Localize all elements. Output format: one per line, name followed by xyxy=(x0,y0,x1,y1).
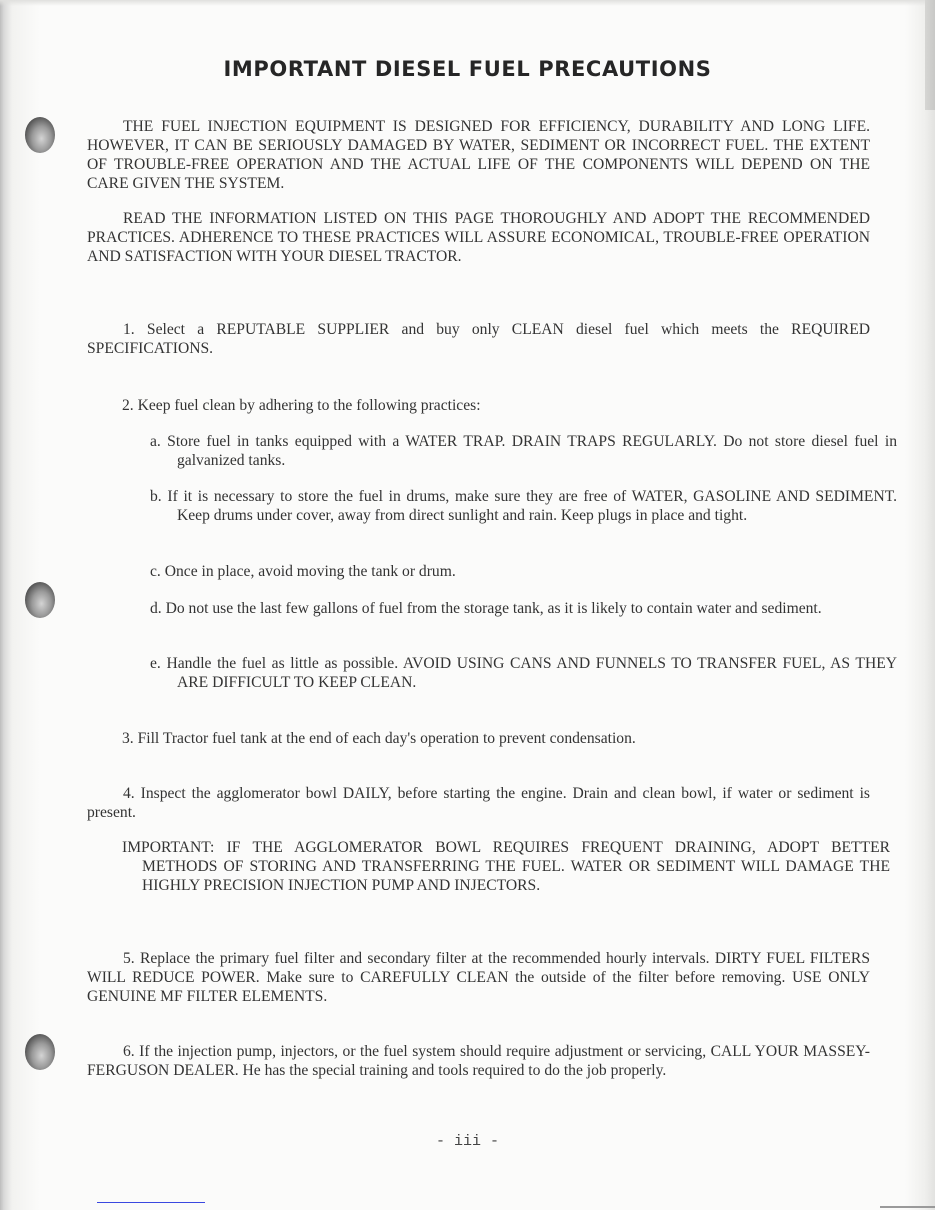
item-4-important-note: IMPORTANT: IF THE AGGLOMERATOR BOWL REQUIRES FREQUENT DRAINING, ADOPT BETTER METHODS OF STORING AND TRANSFERRING THE FUEL. WATER OR SEDIMENT WILL DAMAGE THE HIGHLY PRECISION INJECTION PUMP AND INJECTORS. xyxy=(122,839,890,894)
item-2: 2. Keep fuel clean by adhering to the following practices: xyxy=(122,397,481,414)
punch-hole-middle xyxy=(25,582,55,618)
page-number: - iii - xyxy=(435,1133,499,1150)
punch-hole-top xyxy=(25,117,55,153)
item-2c: c. Once in place, avoid moving the tank or drum. xyxy=(150,563,456,580)
item-2d: d. Do not use the last few gallons of fuel from the storage tank, as it is likely to contain water and sediment. xyxy=(150,600,822,617)
intro-paragraph-2: READ THE INFORMATION LISTED ON THIS PAGE THOROUGHLY AND ADOPT THE RECOMMENDED PRACTICES. ADHERENCE TO THESE PRACTICES WILL ASSURE ECONOMICAL, TROUBLE-FREE OPERATION AND SATISFACTION WITH YOUR DIESEL TRACTOR. xyxy=(87,210,870,265)
item-3: 3. Fill Tractor fuel tank at the end of each day's operation to prevent condensation. xyxy=(122,730,636,747)
item-5: 5. Replace the primary fuel filter and secondary filter at the recommended hourly intervals. DIRTY FUEL FILTERS WILL REDUCE POWER. Make sure to CAREFULLY CLEAN the outside of the filter before removing. USE ONLY GENUINE MF FILTER ELEMENTS. xyxy=(87,950,870,1005)
blue-underline-mark xyxy=(97,1202,205,1203)
item-2b: b. If it is necessary to store the fuel in drums, make sure they are free of WATER, GASOLINE AND SEDIMENT. Keep drums under cover, away from direct sunlight and rain. Keep plugs in place and tight. xyxy=(150,488,897,524)
intro-paragraph-1: THE FUEL INJECTION EQUIPMENT IS DESIGNED FOR EFFICIENCY, DURABILITY AND LONG LIFE. HOWEVER, IT CAN BE SERIOUSLY DAMAGED BY WATER, SEDIMENT OR INCORRECT FUEL. THE EXTENT OF TROUBLE-FREE OPERATION AND THE ACTUAL LIFE OF THE COMPONENTS WILL DEPEND ON THE CARE GIVEN THE SYSTEM. xyxy=(87,118,870,192)
item-1: 1. Select a REPUTABLE SUPPLIER and buy only CLEAN diesel fuel which meets the REQUIRED SPECIFICATIONS. xyxy=(87,321,870,357)
item-6: 6. If the injection pump, injectors, or the fuel system should require adjustment or servicing, CALL YOUR MASSEY-FERGUSON DEALER. He has the special training and tools required to do the job properly. xyxy=(87,1043,870,1079)
page-title: IMPORTANT DIESEL FUEL PRECAUTIONS xyxy=(223,57,712,81)
punch-hole-bottom xyxy=(25,1034,55,1070)
item-2e: e. Handle the fuel as little as possible. AVOID USING CANS AND FUNNELS TO TRANSFER FUEL, AS THEY ARE DIFFICULT TO KEEP CLEAN. xyxy=(150,655,897,691)
page-top-edge xyxy=(0,0,935,6)
page-right-notch xyxy=(925,0,935,110)
page-corner-shadow xyxy=(880,1206,935,1208)
item-4: 4. Inspect the agglomerator bowl DAILY, before starting the engine. Drain and clean bowl, if water or sediment is present. xyxy=(87,785,870,821)
item-2a: a. Store fuel in tanks equipped with a WATER TRAP. DRAIN TRAPS REGULARLY. Do not store diesel fuel in galvanized tanks. xyxy=(150,433,897,469)
